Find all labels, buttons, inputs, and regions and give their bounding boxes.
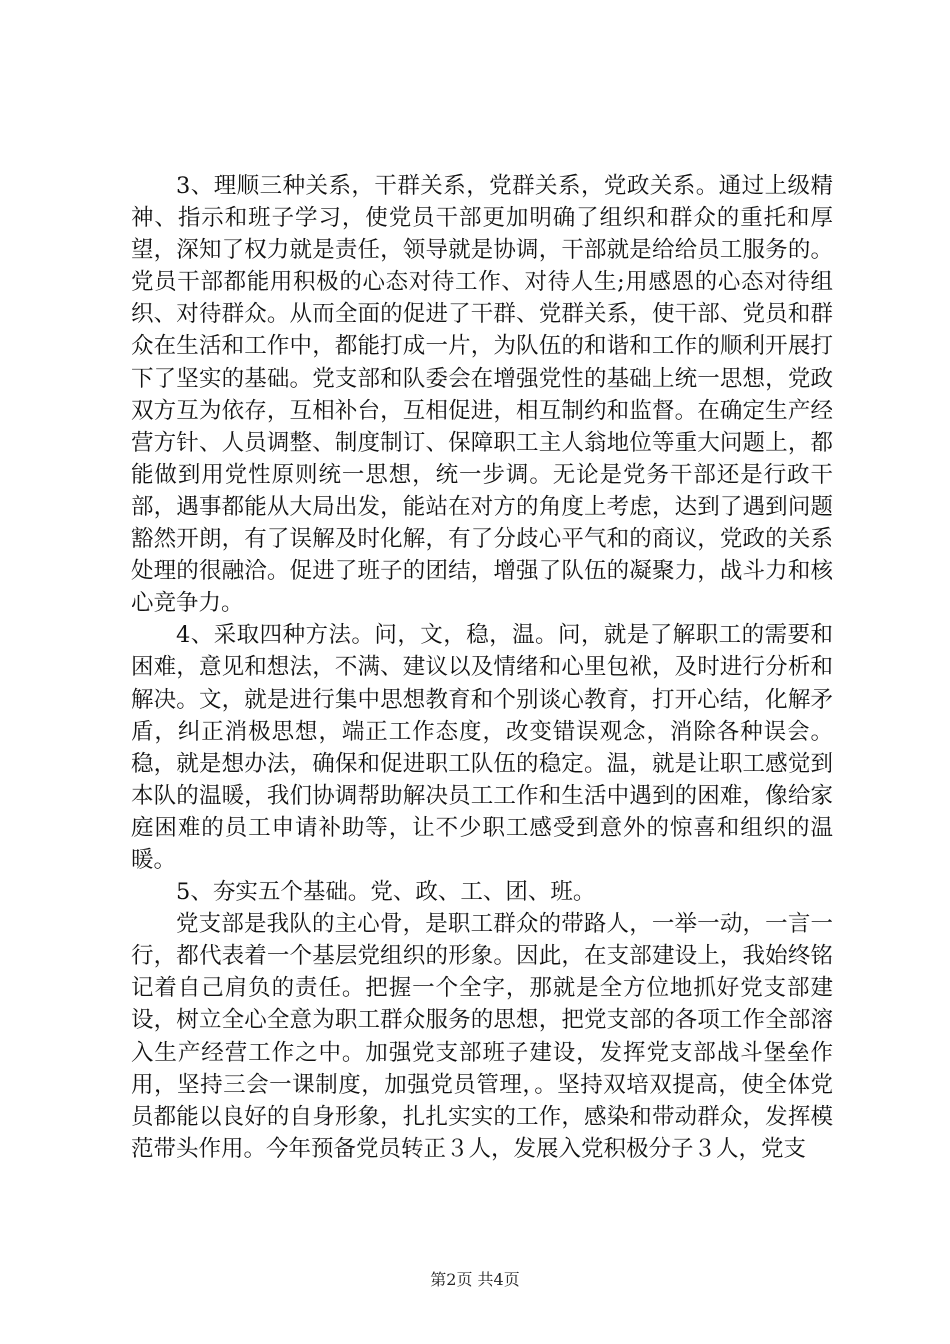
- paragraph-five-foundations: 5、夯实五个基础。党、政、工、团、班。: [176, 879, 596, 906]
- document-body: [131, 170, 833, 1165]
- paragraph-three-relations: 3、理顺三种关系，干群关系，党群关系，党政关系。通过上级精神、指示和班子学习，使党员干部更加明确了组织和群众的重托和厚望，深知了权力就是责任，领导就是协调，干部就是给给员工服务的。党员干部都能用积极的心态对待工作、对待人生;用感恩的心态对待组织、对待群众。从而全面的促进了干群、党群关系，使干部、党员和群众在生活和工作中，都能打成一片，为队伍的和谐和工作的顺利开展打下了坚实的基础。党支部和队委会在增强党性的基础上统一思想，党政双方互为依存，互相补台，互相促进，相互制约和监督。在确定生产经营方针、人员调整、制度制订、保障职工主人翁地位等重大问题上，都能做到用党性原则统一思想，统一步调。无论是党务干部还是行政干部，遇事都能从大局出发，能站在对方的角度上考虑，达到了遇到问题豁然开朗，有了误解及时化解，有了分歧心平气和的商议，党政的关系处理的很融洽。促进了班子的团结，增强了队伍的凝聚力，战斗力和核心竞争力。: [131, 173, 833, 617]
- paragraph-party-branch: 党支部是我队的主心骨，是职工群众的带路人，一举一动，一言一行，都代表着一个基层党组织的形象。因此，在支部建设上，我始终铭记着自己肩负的责任。把握一个全字，那就是全方位地抓好党支部建设，树立全心全意为职工群众服务的思想，把党支部的各项工作全部溶入生产经营工作之中。加强党支部班子建设，发挥党支部战斗堡垒作用，坚持三会一课制度，加强党员管理，。坚持双培双提高，使全体党员都能以良好的自身形象，扎扎实实的工作，感染和带动群众，发挥模范带头作用。今年预备党员转正３人，发展入党积极分子３人，党支: [131, 911, 833, 1162]
- page-number-footer: 第2页 共4页: [430, 1270, 520, 1289]
- paragraph-four-methods: 4、采取四种方法。问，文，稳，温。问，就是了解职工的需要和困难，意见和想法，不满、建议以及情绪和心里包袱，及时进行分析和解决。文，就是进行集中思想教育和个别谈心教育，打开心结，化解矛盾，纠正消极思想，端正工作态度，改变错误观念，消除各种误会。稳，就是想办法，确保和促进职工队伍的稳定。温，就是让职工感觉到本队的温暖，我们协调帮助解决员工工作和生活中遇到的困难，像给家庭困难的员工申请补助等，让不少职工感受到意外的惊喜和组织的温暖。: [131, 622, 833, 873]
